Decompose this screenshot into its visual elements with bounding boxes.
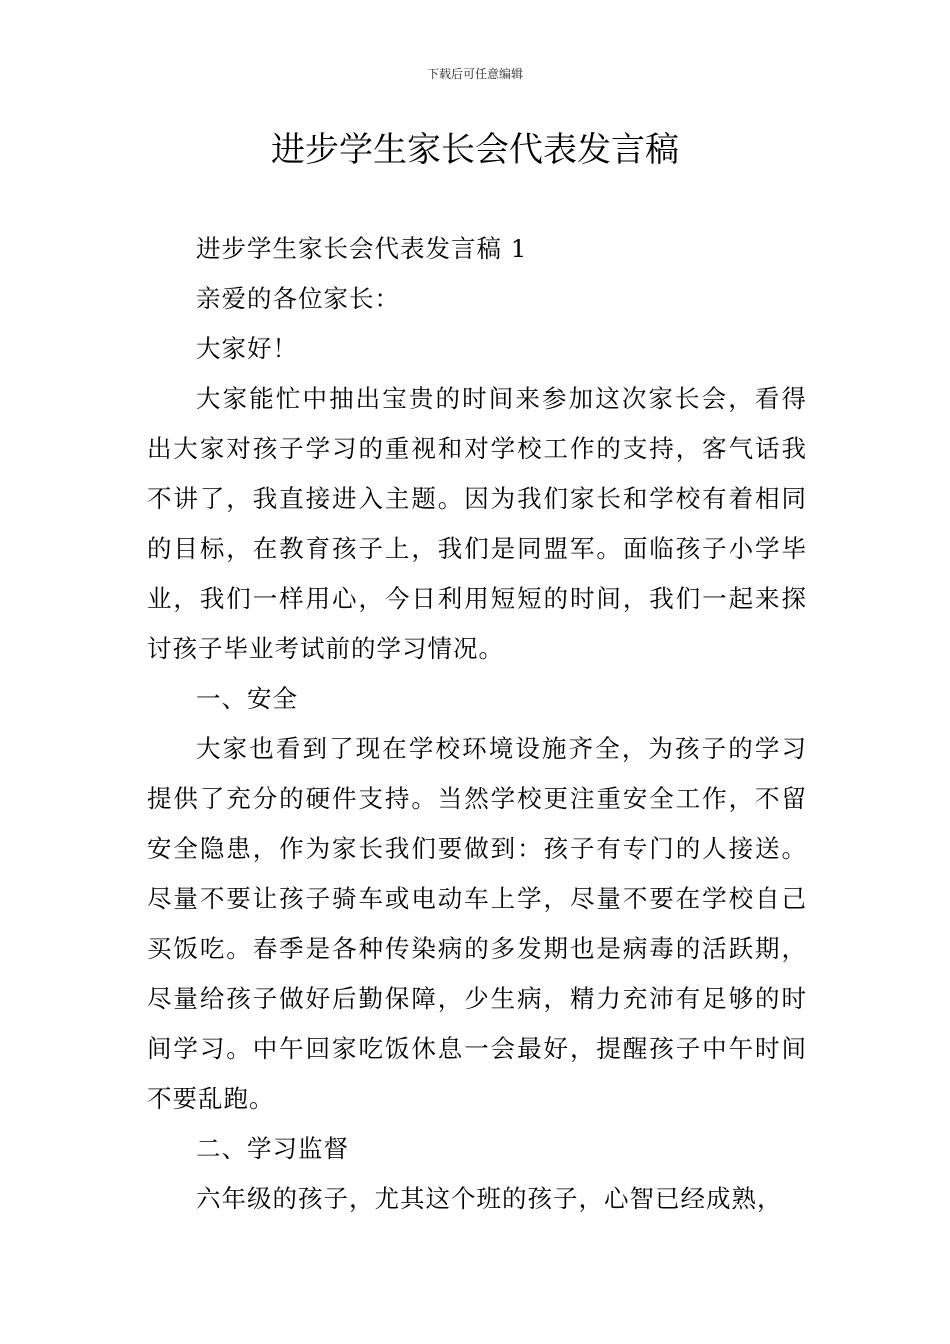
subheading-safety: 一、安全 [196, 684, 298, 713]
subheading-study-supervision: 二、学习监督 [196, 1134, 349, 1163]
greeting: 大家好！ [196, 334, 298, 363]
paragraph: 大家也看到了现在学校环境设施齐全，为孩子的学习提供了充分的硬件支持。当然学校更注重安全工作，不留安全隐患，作为家长我们要做到：孩子有专门的人接送。尽量不要让孩子骑车或电动车上学，尽量不要在学校自己买饭吃。春季是各种传染病的多发期也是病毒的活跃期，尽量给孩子做好后勤保障，少生病，精力充沛有足够的时间学习。中午回家吃饭休息一会最好，提醒孩子中午时间不要乱跑。 [147, 734, 807, 1113]
paragraph: 六年级的孩子，尤其这个班的孩子，心智已经成熟， [196, 1184, 783, 1213]
document-body [147, 224, 807, 1224]
paragraph: 大家能忙中抽出宝贵的时间来参加这次家长会，看得出大家对孩子学习的重视和对学校工作的支持，客气话我不讲了，我直接进入主题。因为我们家长和学校有着相同的目标，在教育孩子上，我们是同盟军。面临孩子小学毕业，我们一样用心，今日利用短短的时间，我们一起来探讨孩子毕业考试前的学习情况。 [147, 384, 807, 663]
document-title: 进步学生家长会代表发言稿 [271, 130, 679, 170]
salutation: 亲爱的各位家长： [196, 284, 400, 313]
header-note: 下载后可任意编辑 [426, 67, 523, 81]
section-heading: 进步学生家长会代表发言稿 1 [196, 234, 528, 263]
